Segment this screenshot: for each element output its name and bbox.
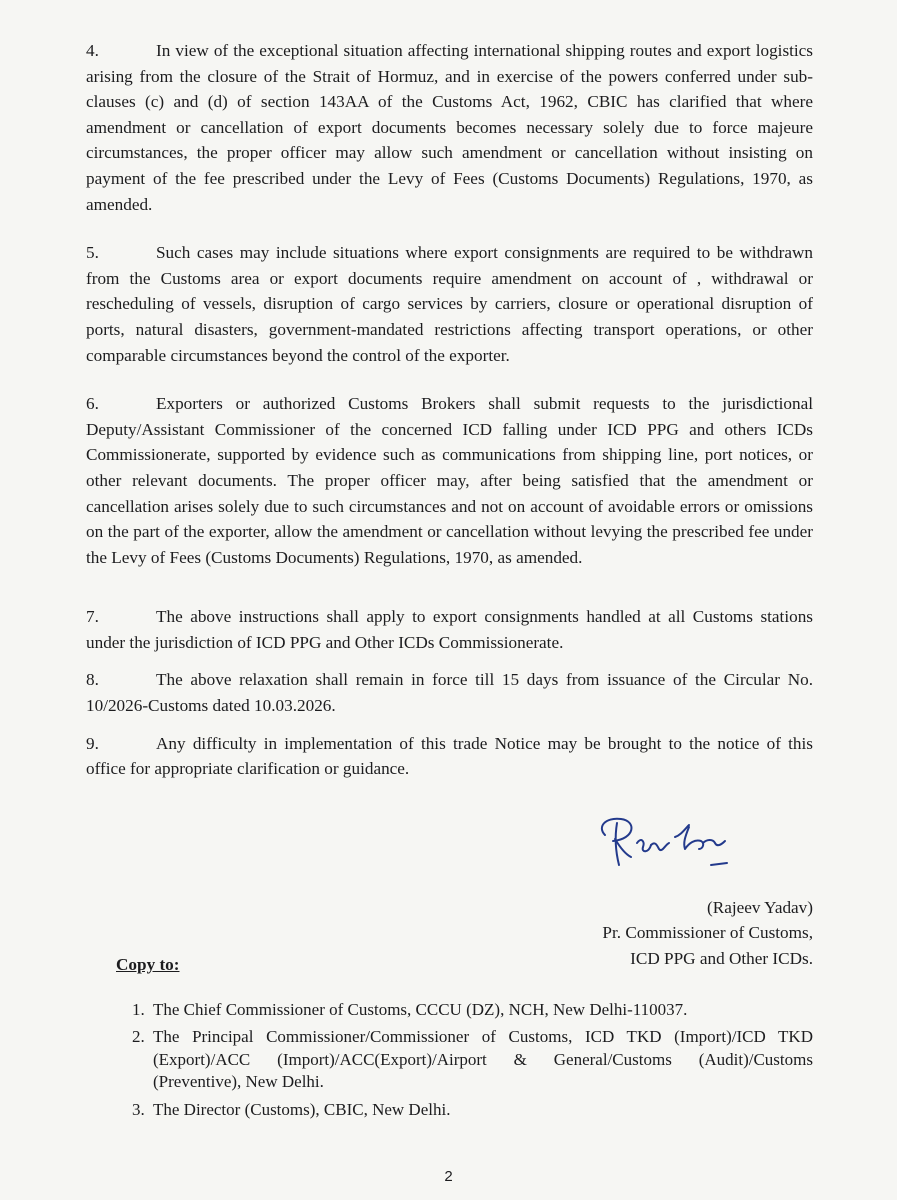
signatory-name: (Rajeev Yadav) [707, 897, 813, 917]
handwritten-signature [591, 805, 771, 875]
list-item-text: The Principal Commissioner/Commissioner of Customs, ICD TKD (Import)/ICD TKD (Export)/ACC (Import)/ACC(Export)/Airport & General/Customs (Audit)/Customs (Preventive), New Delhi. [153, 1027, 813, 1092]
list-item-number: 2. [132, 1027, 145, 1047]
paragraph-4 [86, 38, 813, 217]
signatory-designation: Pr. Commissioner of Customs, [602, 923, 813, 943]
paragraph-number: 5. [86, 243, 99, 263]
paragraph-6 [86, 391, 813, 570]
page-number: 2 [444, 1168, 453, 1185]
list-item-text: The Chief Commissioner of Customs, CCCU (DZ), NCH, New Delhi-110037. [153, 999, 688, 1019]
list-item [132, 1099, 813, 1122]
copy-to-heading: Copy to: [116, 954, 180, 974]
paragraph-9 [86, 731, 813, 782]
paragraph-8 [86, 667, 813, 718]
paragraph-text: The above instructions shall apply to export consignments handled at all Customs stations under the jurisdiction of ICD PPG and Other ICDs Commissionerate. [86, 607, 813, 652]
signatory-office: ICD PPG and Other ICDs. [630, 949, 813, 969]
paragraph-text: In view of the exceptional situation affecting international shipping routes and export logistics arising from the closure of the Strait of Hormuz, and in exercise of the powers conferred under sub-clauses (c) and (d) of section 143AA of the Customs Act, 1962, CBIC has clarified that where amendment or cancellation of export documents becomes necessary solely due to force majeure circumstances, the proper officer may allow such amendment or cancellation without insisting on payment of the fee prescribed under the Levy of Fees (Customs Documents) Regulations, 1970, as amended. [86, 41, 813, 214]
paragraph-number: 9. [86, 733, 99, 753]
paragraph-text: Exporters or authorized Customs Brokers shall submit requests to the jurisdictional Deputy/Assistant Commissioner of the concerned ICD falling under ICD PPG and others ICDs Commissionerate, supported by evidence such as communications from shipping line, port notices, or other relevant documents. The proper officer may, after being satisfied that the amendment or cancellation arises solely due to such circumstances and not on account of avoidable errors or omissions on the part of the exporter, allow the amendment or cancellation without levying the prescribed fee under the Levy of Fees (Customs Documents) Regulations, 1970, as amended. [86, 394, 813, 567]
copy-to-list [86, 999, 813, 1122]
list-item-number: 1. [132, 999, 145, 1019]
paragraph-5 [86, 240, 813, 368]
paragraph-text: Any difficulty in implementation of this trade Notice may be brought to the notice of this office for appropriate clarification or guidance. [86, 733, 813, 779]
paragraph-number: 4. [86, 41, 99, 60]
list-item [132, 1026, 813, 1094]
list-item-number: 3. [132, 1099, 145, 1119]
paragraph-number: 8. [86, 670, 99, 690]
paragraph-number: 7. [86, 607, 99, 627]
paragraph-7 [86, 604, 813, 655]
paragraph-number: 6. [86, 394, 99, 414]
paragraph-text: The above relaxation shall remain in force till 15 days from issuance of the Circular No. 10/2026-Customs dated 10.03.2026. [86, 670, 813, 716]
paragraph-text: Such cases may include situations where export consignments are required to be withdrawn from the Customs area or export documents require amendment on account of , withdrawal or rescheduling of vessels, disruption of cargo services by carriers, closure or operational disruption of ports, natural disasters, government-mandated restrictions affecting transport operations, or other comparable circumstances beyond the control of the exporter. [86, 243, 813, 365]
list-item-text: The Director (Customs), CBIC, New Delhi. [153, 1099, 451, 1119]
list-item [132, 999, 813, 1022]
